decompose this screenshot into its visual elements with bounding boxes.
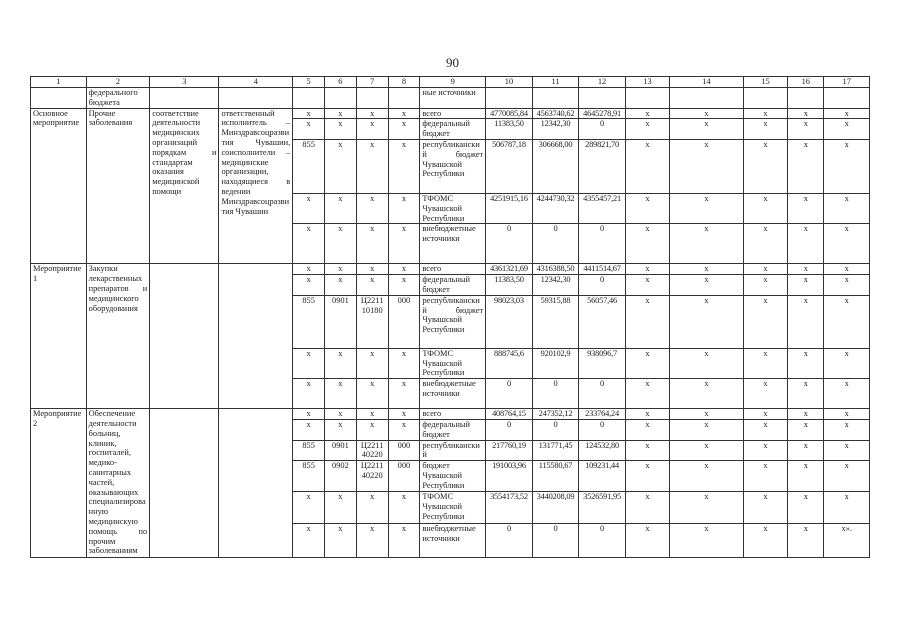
grbs-cell: 855 [293,139,325,193]
tail-cell: x [625,409,669,420]
tail-cell: x [788,224,824,264]
tail-cell: x [670,419,744,440]
amount-cell: 0 [532,379,579,409]
section-code-cell: x [325,379,357,409]
funding-source-cell: республиканский [420,440,486,461]
activity-type-cell: Основное мероприятие [31,108,87,264]
tail-cell: x [625,440,669,461]
tail-cell: x [743,119,787,140]
empty-cell [219,409,293,558]
header-cell: 2 [86,77,150,88]
tail-cell: x [625,348,669,378]
tail-cell: x [788,524,824,558]
tail-cell: x [788,264,824,275]
amount-cell: 0 [579,379,626,409]
amount-cell: 0 [486,379,533,409]
amount-cell: 11383,50 [486,275,533,296]
grbs-cell: x [293,524,325,558]
expense-type-cell: x [388,119,420,140]
grbs-cell: 855 [293,461,325,492]
tail-cell: x [824,461,870,492]
tail-cell: x [625,419,669,440]
tail-cell: x [788,193,824,223]
tail-cell: x [743,348,787,378]
header-cell: 13 [625,77,669,88]
expense-type-cell: x [388,224,420,264]
amount-cell: 4411514,67 [579,264,626,275]
header-cell: 9 [420,77,486,88]
header-cell: 8 [388,77,420,88]
csr-code-cell: Ц2211 40220 [356,440,388,461]
tail-cell: x [824,193,870,223]
grbs-cell: 855 [293,295,325,348]
expense-type-cell: x [388,275,420,296]
empty-cell [150,88,219,109]
csr-code-cell: x [356,224,388,264]
tail-cell: x [743,409,787,420]
amount-cell: 0 [532,524,579,558]
empty-cell [824,88,870,109]
amount-cell: 4355457,21 [579,193,626,223]
empty-cell [388,88,420,109]
tail-cell: x [625,275,669,296]
tail-cell: x [625,139,669,193]
tail-cell: x [670,440,744,461]
section-code-cell: 0901 [325,295,357,348]
grbs-cell: 855 [293,440,325,461]
tail-cell: x [743,440,787,461]
amount-cell: 920102,9 [532,348,579,378]
header-cell: 15 [743,77,787,88]
amount-cell: 0 [486,224,533,264]
tail-cell: x [670,275,744,296]
tail-cell: x [824,419,870,440]
tail-cell: x [670,492,744,524]
csr-code-cell: x [356,379,388,409]
tail-cell: x [743,419,787,440]
header-cell: 7 [356,77,388,88]
section-code-cell: x [325,348,357,378]
amount-cell: 0 [579,419,626,440]
tail-cell: x [824,409,870,420]
csr-code-cell: Ц2211 10180 [356,295,388,348]
executor-cell: ответственный исполнитель – Минздравсоцразвития Чувашии, соисполнители – медицинские организации, находящиеся в ведении Минздравсоцразвития Чувашии [219,108,293,264]
tail-cell: x [788,348,824,378]
amount-cell: 0 [486,419,533,440]
empty-cell [293,88,325,109]
tail-cell: x [625,524,669,558]
header-cell: 17 [824,77,870,88]
empty-cell [788,88,824,109]
amount-cell: 3526591,95 [579,492,626,524]
tail-cell: x [670,379,744,409]
tail-cell: x [625,461,669,492]
empty-cell [532,88,579,109]
expense-type-cell: 000 [388,461,420,492]
tail-cell: x [788,108,824,119]
activity-name-cell: Закупки лекарственных препаратов и медицинского оборудования [86,264,150,409]
budget-table [30,76,870,558]
csr-code-cell: x [356,139,388,193]
tail-cell: x [824,348,870,378]
section-code-cell: x [325,119,357,140]
csr-code-cell: x [356,193,388,223]
activity-name-cell: Прочие заболевания [86,108,150,264]
tail-cell: x [788,119,824,140]
section-code-cell: x [325,264,357,275]
amount-cell: 217760,19 [486,440,533,461]
funding-source-cell: всего [420,409,486,420]
empty-cell [579,88,626,109]
empty-cell [219,264,293,409]
tail-cell: x [670,524,744,558]
amount-cell: 247352,12 [532,409,579,420]
funding-source-cell: внебюджетные источники [420,224,486,264]
empty-cell [150,409,219,558]
header-cell: 3 [150,77,219,88]
amount-cell: 4244730,32 [532,193,579,223]
tail-cell: x [824,224,870,264]
amount-cell: 506787,18 [486,139,533,193]
header-cell: 4 [219,77,293,88]
tail-cell: x [788,275,824,296]
amount-cell: 4563740,62 [532,108,579,119]
grbs-cell: x [293,348,325,378]
tail-cell: x [743,275,787,296]
csr-code-cell: x [356,409,388,420]
expense-type-cell: x [388,409,420,420]
grbs-cell: x [293,108,325,119]
empty-cell [325,88,357,109]
section-code-cell: x [325,139,357,193]
tail-cell: x [824,139,870,193]
empty-cell [219,88,293,109]
section-code-cell: x [325,492,357,524]
grbs-cell: x [293,224,325,264]
funding-source-cell: ТФОМС Чувашской Республики [420,492,486,524]
section-code-cell: x [325,275,357,296]
tail-cell: x [670,193,744,223]
tail-cell: x [670,348,744,378]
amount-cell: 4645278,91 [579,108,626,119]
section-code-cell: x [325,419,357,440]
header-cell: 5 [293,77,325,88]
empty-cell [356,88,388,109]
header-cell: 6 [325,77,357,88]
header-cell: 14 [670,77,744,88]
tail-cell: x [788,461,824,492]
table-row [31,409,870,420]
table-row [31,264,870,275]
tail-cell: x [743,139,787,193]
amount-cell: 408764,15 [486,409,533,420]
header-row [31,77,870,88]
amount-cell: 124532,80 [579,440,626,461]
section-code-cell: 0902 [325,461,357,492]
target-indicator-cell: соответствие деятельности медицинских организаций порядкам и стандартам оказания медицинской помощи [150,108,219,264]
grbs-cell: x [293,409,325,420]
amount-cell: 938096,7 [579,348,626,378]
tail-cell: x [625,224,669,264]
section-code-cell: x [325,409,357,420]
grbs-cell: x [293,119,325,140]
continuation-cell: ные источники [420,88,486,109]
tail-cell: x [824,108,870,119]
tail-cell: x [743,224,787,264]
activity-name-cell: Обеспечение деятельности больниц, клиник, госпиталей, медико-санитарных частей, оказывающих специализированную медицинскую помощь по прочим заболеваниям [86,409,150,558]
tail-cell: x [670,461,744,492]
page-number: 90 [446,55,459,70]
expense-type-cell: x [388,139,420,193]
tail-cell: x [788,419,824,440]
amount-cell: 0 [532,419,579,440]
tail-cell: x». [824,524,870,558]
tail-cell: x [670,409,744,420]
activity-type-cell: Мероприятие 1 [31,264,87,409]
amount-cell: 306668,00 [532,139,579,193]
activity-type-cell: Мероприятие 2 [31,409,87,558]
amount-cell: 131771,45 [532,440,579,461]
amount-cell: 4316388,50 [532,264,579,275]
table-row [31,108,870,119]
section-code-cell: x [325,108,357,119]
funding-source-cell: бюджет Чувашской Республики [420,461,486,492]
amount-cell: 233764,24 [579,409,626,420]
empty-cell [625,88,669,109]
tail-cell: x [743,264,787,275]
expense-type-cell: x [388,108,420,119]
grbs-cell: x [293,275,325,296]
amount-cell: 11383,50 [486,119,533,140]
empty-cell [31,88,87,109]
csr-code-cell: x [356,264,388,275]
header-cell: 11 [532,77,579,88]
amount-cell: 0 [532,224,579,264]
amount-cell: 0 [579,275,626,296]
funding-source-cell: ТФОМС Чувашской Республики [420,348,486,378]
amount-cell: 12342,30 [532,275,579,296]
csr-code-cell: x [356,492,388,524]
tail-cell: x [670,139,744,193]
amount-cell: 56057,46 [579,295,626,348]
section-code-cell: x [325,193,357,223]
tail-cell: x [788,139,824,193]
grbs-cell: x [293,193,325,223]
amount-cell: 98023,03 [486,295,533,348]
csr-code-cell: x [356,275,388,296]
amount-cell: 4251915,16 [486,193,533,223]
csr-code-cell: x [356,108,388,119]
empty-cell [150,264,219,409]
amount-cell: 115580,67 [532,461,579,492]
funding-source-cell: республиканский бюджет Чувашской Республики [420,139,486,193]
grbs-cell: x [293,492,325,524]
tail-cell: x [743,492,787,524]
tail-cell: x [743,193,787,223]
tail-cell: x [625,264,669,275]
section-code-cell: x [325,524,357,558]
header-cell: 16 [788,77,824,88]
tail-cell: x [824,492,870,524]
tail-cell: x [625,193,669,223]
tail-cell: x [743,461,787,492]
expense-type-cell: x [388,379,420,409]
tail-cell: x [670,264,744,275]
header-cell: 10 [486,77,533,88]
tail-cell: x [625,108,669,119]
amount-cell: 3554173,52 [486,492,533,524]
tail-cell: x [625,295,669,348]
section-code-cell: 0901 [325,440,357,461]
empty-cell [670,88,744,109]
tail-cell: x [670,224,744,264]
funding-source-cell: республиканский бюджет Чувашской Республики [420,295,486,348]
continuation-row [31,88,870,109]
amount-cell: 4770085,84 [486,108,533,119]
tail-cell: x [625,379,669,409]
tail-cell: x [788,409,824,420]
grbs-cell: x [293,379,325,409]
tail-cell: x [788,379,824,409]
amount-cell: 109231,44 [579,461,626,492]
tail-cell: x [625,119,669,140]
amount-cell: 4361321,69 [486,264,533,275]
tail-cell: x [625,492,669,524]
tail-cell: x [824,264,870,275]
funding-source-cell: ТФОМС Чувашской Республики [420,193,486,223]
expense-type-cell: 000 [388,295,420,348]
tail-cell: x [824,275,870,296]
amount-cell: 59315,88 [532,295,579,348]
expense-type-cell: 000 [388,440,420,461]
tail-cell: x [743,379,787,409]
amount-cell: 191003,96 [486,461,533,492]
amount-cell: 0 [579,224,626,264]
tail-cell: x [824,295,870,348]
funding-source-cell: федеральный бюджет [420,119,486,140]
csr-code-cell: Ц2211 40220 [356,461,388,492]
amount-cell: 3440208,09 [532,492,579,524]
tail-cell: x [670,119,744,140]
csr-code-cell: x [356,348,388,378]
csr-code-cell: x [356,524,388,558]
funding-source-cell: всего [420,108,486,119]
expense-type-cell: x [388,348,420,378]
header-cell: 1 [31,77,87,88]
amount-cell: 0 [579,119,626,140]
empty-cell [743,88,787,109]
funding-source-cell: внебюджетные источники [420,524,486,558]
csr-code-cell: x [356,119,388,140]
expense-type-cell: x [388,419,420,440]
expense-type-cell: x [388,193,420,223]
continuation-cell: федерального бюджета [86,88,150,109]
tail-cell: x [743,524,787,558]
expense-type-cell: x [388,264,420,275]
tail-cell: x [824,379,870,409]
tail-cell: x [788,295,824,348]
funding-source-cell: федеральный бюджет [420,275,486,296]
funding-source-cell: федеральный бюджет [420,419,486,440]
amount-cell: 12342,30 [532,119,579,140]
grbs-cell: x [293,419,325,440]
amount-cell: 0 [579,524,626,558]
tail-cell: x [670,108,744,119]
grbs-cell: x [293,264,325,275]
expense-type-cell: x [388,492,420,524]
amount-cell: 289821,70 [579,139,626,193]
tail-cell: x [670,295,744,348]
tail-cell: x [824,119,870,140]
section-code-cell: x [325,224,357,264]
tail-cell: x [743,108,787,119]
expense-type-cell: x [388,524,420,558]
funding-source-cell: внебюджетные источники [420,379,486,409]
amount-cell: 0 [486,524,533,558]
csr-code-cell: x [356,419,388,440]
tail-cell: x [743,295,787,348]
amount-cell: 888745,6 [486,348,533,378]
tail-cell: x [788,440,824,461]
tail-cell: x [788,492,824,524]
empty-cell [486,88,533,109]
header-cell: 12 [579,77,626,88]
tail-cell: x [824,440,870,461]
funding-source-cell: всего [420,264,486,275]
